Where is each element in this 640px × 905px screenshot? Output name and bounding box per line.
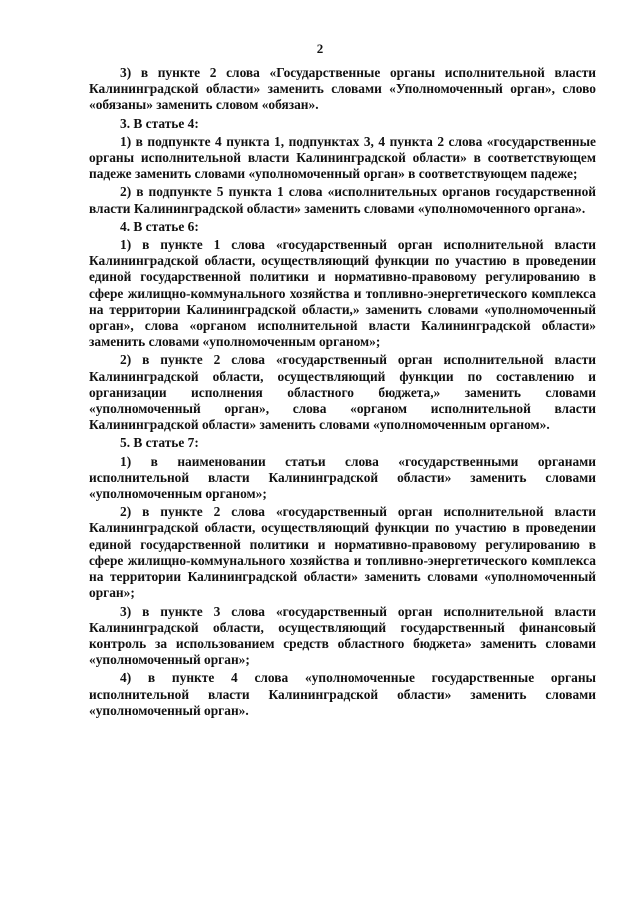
article-7-item-2: 2) в пункте 2 слова «государственный орган исполнительной власти Калининградской области, осуществляющий функции по участию в проведении единой государственной политики и нормативно-правовому регулированию в сфере жилищно-коммунального хозяйства и топливно-энергетического комплекса на территории Калининградской области» заменить словами «уполномоченный орган»;	[89, 504, 596, 601]
article-7-item-3: 3) в пункте 3 слова «государственный орган исполнительной власти Калининградской области, осуществляющий государственный финансовый контроль за использованием средств областного бюджета» заменить словами «уполномоченный орган»;	[89, 603, 596, 668]
article-6-heading: 4. В статье 6:	[120, 218, 199, 234]
article-4-item-1: 1) в подпункте 4 пункта 1, подпунктах 3, 4 пункта 2 слова «государственные органы исполнительной власти Калининградской области» в соответствующем падеже заменить словами «уполномоченный орган» в соответствующем падеже;	[89, 133, 596, 182]
article-6-item-1: 1) в пункте 1 слова «государственный орган исполнительной власти Калининградской области, осуществляющий функции по участию в проведении единой государственной политики и нормативно-правовому регулированию в сфере жилищно-коммунального хозяйства и топливно-энергетического комплекса на территории Калининградской области,» заменить словами «уполномоченный орган», слова «органом исполнительной власти Калининградской области» заменить словами «уполномоченным органом»;	[89, 237, 596, 350]
page-number: 2	[316, 41, 324, 56]
article-6-item-2: 2) в пункте 2 слова «государственный орган исполнительной власти Калининградской области, осуществляющий функции по составлению и организации исполнения областного бюджета,» заменить словами «уполномоченный орган», слова «органом исполнительной власти Калининградской области» заменить словами «уполномоченным органом».	[89, 352, 596, 433]
article-7-heading: 5. В статье 7:	[120, 435, 199, 451]
amendment-item-3: 3) в пункте 2 слова «Государственные органы исполнительной власти Калининградской области» заменить словами «Уполномоченный орган», слово «обязаны» заменить словом «обязан».	[89, 65, 596, 113]
article-4-heading: 3. В статье 4:	[120, 115, 199, 131]
document-body	[89, 65, 596, 721]
article-7-item-1: 1) в наименовании статьи слова «государственными органами исполнительной власти Калининградской области» заменить словами «уполномоченным органом»;	[89, 453, 596, 502]
article-4-item-2: 2) в подпункте 5 пункта 1 слова «исполнительных органов государственной власти Калининградской области» заменить словами «уполномоченного органа».	[89, 184, 596, 216]
article-7-item-4: 4) в пункте 4 слова «уполномоченные государственные органы исполнительной власти Калининградской области» заменить словами «уполномоченный орган».	[89, 670, 596, 718]
